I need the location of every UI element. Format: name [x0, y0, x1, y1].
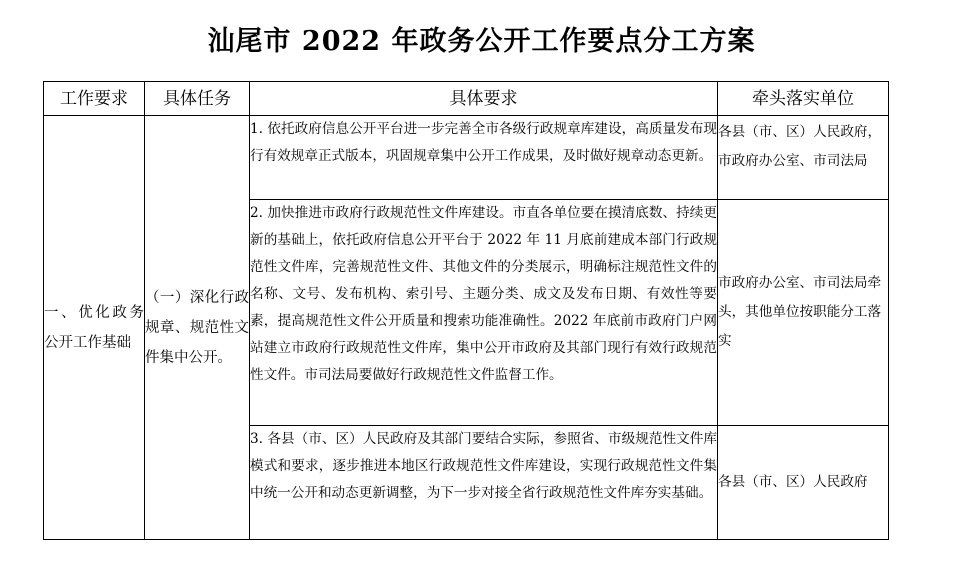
task-table — [43, 81, 889, 540]
document-title: 汕尾市 2022 年政务公开工作要点分工方案 — [207, 26, 756, 57]
task-cell: （一）深化行政规章、规范性文件集中公开。 — [145, 116, 250, 540]
lead-unit-cell: 市政府办公室、市司法局牵头，其他单位按职能分工落实 — [718, 200, 889, 426]
header-task: 具体任务 — [145, 82, 250, 116]
lead-unit-cell: 各县（市、区）人民政府，市政府办公室、市司法局 — [718, 116, 889, 200]
detail-cell: 2. 加快推进市政府行政规范性文件库建设。市直各单位要在摸清底数、持续更新的基础上，依托政府信息公开平台于 2022 年 11 月底前建成本部门行政规范性文件库，完善规范性文件、其他文件的分类展示，明确标注规范性文件的名称、文号、发布机构、索引号、主题分类、成文及发布日期、有效性等要素，提高规范性文件公开质量和搜索功能准确性。2022 年底前市政府门户网站建立市政府行政规范性文件库，集中公开市政府及其部门现行有效行政规范性文件。市司法局要做好行政规范性文件监督工作。 — [250, 200, 718, 426]
requirement-cell: 一、优化政务公开工作基础 — [44, 116, 145, 540]
detail-cell: 1. 依托政府信息公开平台进一步完善全市各级行政规章库建设，高质量发布现行有效规章正式版本，巩固规章集中公开工作成果，及时做好规章动态更新。 — [250, 116, 718, 200]
table-header-row — [44, 82, 889, 116]
table-row — [44, 116, 889, 200]
lead-unit-cell: 各县（市、区）人民政府 — [718, 426, 889, 540]
header-detail: 具体要求 — [250, 82, 718, 116]
header-requirement: 工作要求 — [44, 82, 145, 116]
detail-cell: 3. 各县（市、区）人民政府及其部门要结合实际，参照省、市级规范性文件库模式和要求，逐步推进本地区行政规范性文件库建设，实现行政规范性文件集中统一公开和动态更新调整，为下一步对接全省行政规范性文件库夯实基础。 — [250, 426, 718, 540]
header-lead-unit: 牵头落实单位 — [718, 82, 889, 116]
